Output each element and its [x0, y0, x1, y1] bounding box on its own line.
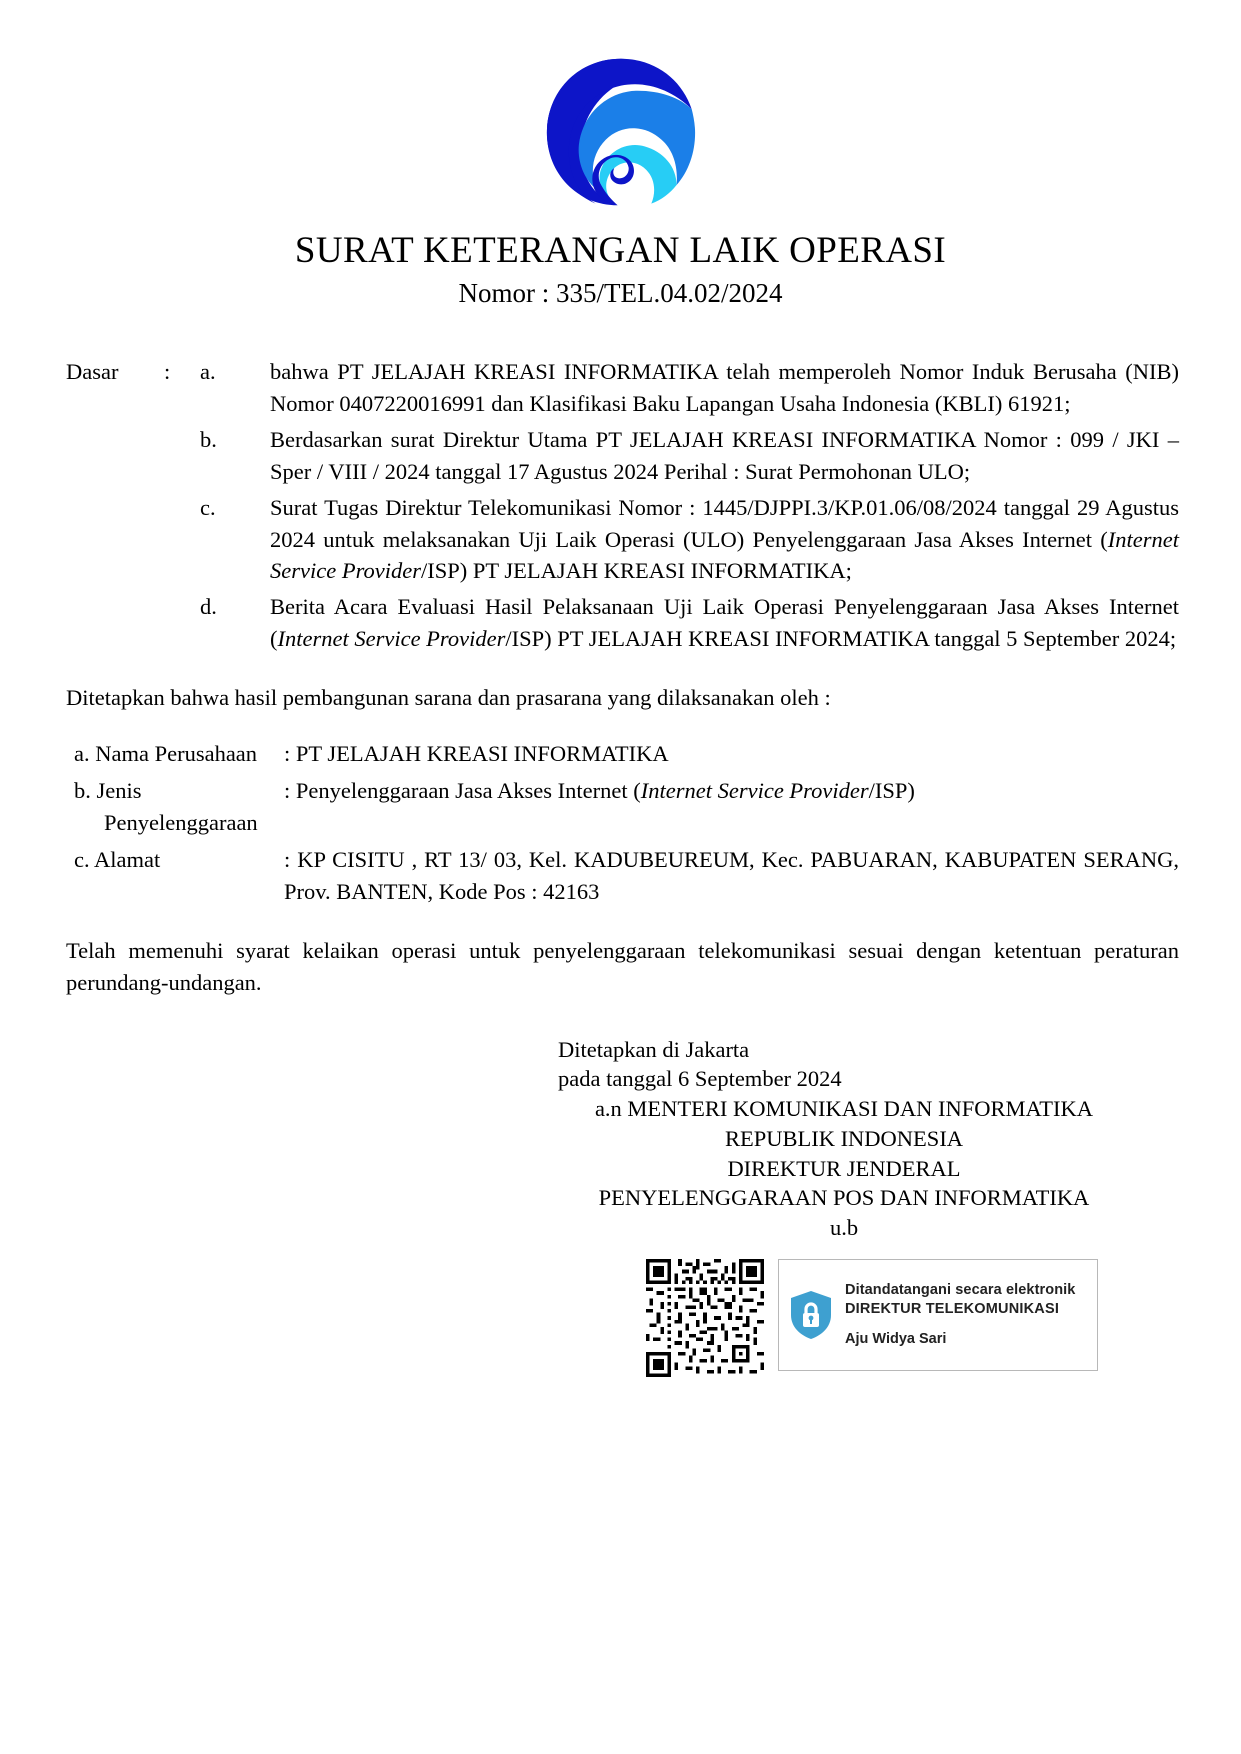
esignature-stamp-row: [66, 1259, 1179, 1377]
esignature-line1: Ditandatangani secara elektronik: [845, 1281, 1076, 1298]
dasar-letter-a: a.: [200, 358, 216, 384]
detail-value-company: : PT JELAJAH KREASI INFORMATIKA: [284, 741, 669, 767]
signature-authority-line3: DIREKTUR JENDERAL: [727, 1155, 961, 1181]
details-list: [66, 738, 1179, 908]
dasar-text-d-part2: /ISP) PT JELAJAH KREASI INFORMATIKA tanggal 5 September 2024;: [505, 626, 1177, 652]
dasar-text-b: Berdasarkan surat Direktur Utama PT JELAJAH KREASI INFORMATIKA Nomor : 099 / JKI – Sper / VIII / 2024 tanggal 17 Agustus 2024 Perihal : Surat Permohonan ULO;: [270, 426, 1179, 484]
esignature-box: [778, 1259, 1098, 1371]
intro-paragraph: Ditetapkan bahwa hasil pembangunan sarana dan prasarana yang dilaksanakan oleh :: [66, 685, 831, 711]
esignature-signer-name: Aju Widya Sari: [845, 1330, 947, 1347]
dasar-text-c-part1: Surat Tugas Direktur Telekomunikasi Nomor : 1445/DJPPI.3/KP.01.06/08/2024 tanggal 29 Agustus 2024 untuk melaksanakan Uji Laik Operasi (ULO) Penyelenggaraan Jasa Akses Internet (: [270, 494, 1179, 552]
document-number: Nomor : 335/TEL.04.02/2024: [458, 278, 783, 309]
dasar-letter-d: d.: [200, 594, 217, 620]
detail-value-address: : KP CISITU , RT 13/ 03, Kel. KADUBEUREUM, Kec. PABUARAN, KABUPATEN SERANG, Prov. BANTEN, Kode Pos : 42163: [284, 847, 1179, 904]
document-body: [0, 356, 1241, 1377]
shield-lock-icon: [789, 1290, 833, 1340]
dasar-text-a: bahwa PT JELAJAH KREASI INFORMATIKA telah memperoleh Nomor Induk Berusaha (NIB) Nomor 0407220016991 dan Klasifikasi Baku Lapangan Usaha Indonesia (KBLI) 61921;: [270, 358, 1179, 416]
signature-block: [66, 1035, 1179, 1243]
signature-authority-line1: a.n MENTERI KOMUNIKASI DAN INFORMATIKA: [594, 1096, 1094, 1122]
detail-value-type-part2: /ISP): [868, 778, 915, 804]
esignature-line2: DIREKTUR TELEKOMUNIKASI: [845, 1301, 1060, 1318]
dasar-text-d: [270, 591, 1179, 655]
qr-code[interactable]: [646, 1259, 764, 1377]
detail-key-type-line2: Penyelenggaraan: [104, 810, 258, 836]
detail-key-type: [66, 775, 284, 839]
detail-row-type: [66, 775, 1179, 839]
dasar-text-d-part1: Berita Acara Evaluasi Hasil Pelaksanaan Uji Laik Operasi Penyelenggaraan Jasa Akses Internet (: [270, 594, 1179, 652]
detail-value-type-italic: Internet Service Provider: [640, 778, 869, 804]
detail-key-company: a. Nama Perusahaan: [74, 741, 258, 767]
signature-authority-line4: PENYELENGGARAAN POS DAN INFORMATIKA: [598, 1185, 1090, 1211]
detail-key-address: c. Alamat: [74, 847, 161, 873]
dasar-label: Dasar: [66, 358, 119, 384]
kominfo-logo: [535, 52, 707, 212]
dasar-letter-c: c.: [200, 494, 216, 520]
dasar-colon: :: [164, 358, 171, 384]
dasar-text-c-italic: Internet Service Provider: [270, 526, 1179, 584]
detail-value-type: [284, 775, 1179, 807]
closing-paragraph: Telah memenuhi syarat kelaikan operasi untuk penyelenggaraan telekomunikasi sesuai dengan ketentuan peraturan perundang-undangan.: [66, 937, 1179, 995]
dasar-item-b: [66, 424, 1179, 488]
page-title: SURAT KETERANGAN LAIK OPERASI: [294, 230, 947, 271]
dasar-letter-b: b.: [200, 426, 217, 452]
signature-place: Ditetapkan di Jakarta: [558, 1036, 750, 1062]
dasar-item-c: [66, 492, 1179, 588]
signature-authority-line5: u.b: [829, 1214, 859, 1240]
dasar-text-c-part2: /ISP) PT JELAJAH KREASI INFORMATIKA;: [420, 558, 852, 584]
dasar-item-d: [66, 591, 1179, 655]
detail-value-type-part1: : Penyelenggaraan Jasa Akses Internet (: [284, 778, 641, 804]
detail-row-company: [66, 738, 1179, 770]
dasar-section: [66, 356, 1179, 655]
detail-row-address: [66, 844, 1179, 908]
dasar-text-d-italic: Internet Service Provider: [277, 626, 506, 652]
esignature-texts: [845, 1281, 1075, 1349]
title-block: [0, 230, 1241, 310]
signature-date: pada tanggal 6 September 2024: [558, 1066, 842, 1092]
detail-key-type-line1: b. Jenis: [74, 778, 142, 804]
dasar-item-a: [66, 356, 1179, 420]
signature-authority-line2: REPUBLIK INDONESIA: [724, 1125, 964, 1151]
logo-container: [0, 0, 1241, 212]
dasar-text-c: [270, 492, 1179, 588]
